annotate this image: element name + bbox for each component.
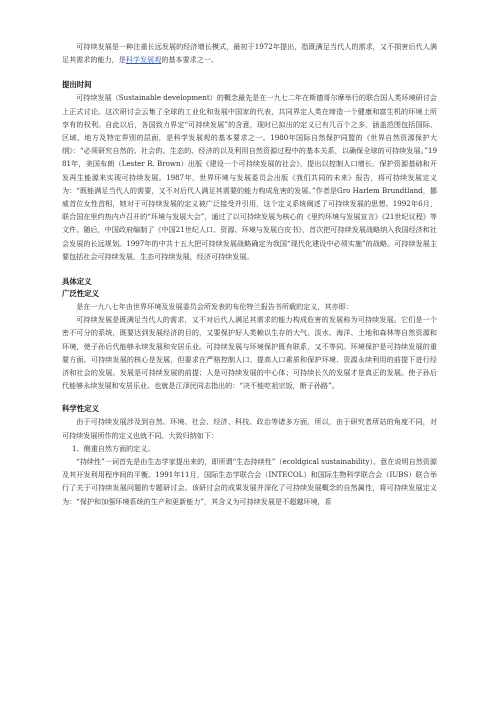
intro-text-after-link: 的基本要求之一。 (161, 55, 219, 65)
broad-definition-intro: 是在一九八七年由世界环境及发展委员会所发表的布伦特兰报告书所载的定义，其亦即： (76, 302, 353, 312)
scientific-outlook-link[interactable]: 科学发展观 (125, 55, 162, 65)
scientific-definition-intro: 由于可持续发展涉及到自然、环境、社会、经济、科技、政治等诸多方面，所以，由于研究者所站的角度不同，对可持续发展所作的定义也就不同。大致归纳如下： (62, 417, 437, 440)
scientific-definition-heading: 科学性定义 (62, 404, 99, 414)
intro-text-before-link: 可持续发展是一种注重长远发展的经济增长模式，最初于1972年提出，指既满足当代人的需求，又不损害后代人满足其需求的能力，是 (62, 42, 437, 65)
broad-definition-heading: 广泛性定义 (62, 289, 99, 299)
broad-definition-body: 可持续发展是既满足当代人的需求，又不对后代人满足其需求的能力构成危害的发展称为可持续发展。它们是一个密不可分的系统，既要达到发展经济的目的，又要保护好人类赖以生存的大气、淡水、海洋、土地和森林等自然资源和环境，使子孙后代能够永续发展和安居乐业。可持续发展与环境保护既有联系，又不等同。环境保护是可持续发展的重要方面。可持续发展的核心是发展，但要求在严格控制人口、提高人口素质和保护环境、资源永续利用的前提下进行经济和社会的发展。发展是可持续发展的前提；人是可持续发展的中心体；可持续长久的发展才是真正的发展。使子孙后代能够永续发展和安居乐业。也就是江泽民同志指出的：“决不能吃祖宗饭，断子孙路”。 (62, 315, 437, 391)
origin-body-paragraph: 可持续发展（Sustainable development）的概念最先是在一九七二年在斯德哥尔摩举行的联合国人类环境研讨会上正式讨论。这次研讨会云集了全球的工业化和发展中国家的代表，共同界定人类在缔造一个健康和富生机的环境上所享有的权利。自此以后，各国致力界定“可持续发展”的含意，现时已拟出的定义已有几百个之多，涵盖范围包括国际、区域、地方及特定界别的层面，是科学发展观的基本要求之一。1980年国际自然保护同盟的《世界自然资源保护大纲》：“必须研究自然的、社会的、生态的、经济的以及利用自然资源过程中的基本关系，以确保全球的可持续发展。”1981年，美国布朗（Lester R. Brown）出版《建设一个可持续发展的社会》，提出以控制人口增长、保护资源基础和开发再生能源来实现可持续发展。1987年，世界环境与发展委员会出版《我们共同的未来》报告，将可持续发展定义为：“既能满足当代人的需要，又不对后代人满足其需要的能力构成危害的发展。”作者是Gro Harlem Brundtland，挪威首位女性首相，她对于可持续发展的定义被广泛接受并引用，这个定义系统阐述了可持续发展的思想。1992年6月，联合国在里约热内卢召开的“环境与发展大会”，通过了以可持续发展为核心的《里约环境与发展宣言》《21世纪议程》等文件。随后，中国政府编制了《中国21世纪人口、资源、环境与发展白皮书》，首次把可持续发展战略纳入我国经济和社会发展的长远规划。1997年的中共十五大把可持续发展战略确定为我国“现代化建设中必须实施”的战略。可持续发展主要包括社会可持续发展，生态可持续发展，经济可持续发展。 (62, 93, 437, 261)
definition-heading: 具体定义 (62, 277, 92, 287)
document-page (62, 40, 437, 508)
list-item-natural-definition: 1、侧重自然方面的定义。 (72, 443, 155, 453)
intro-paragraph (62, 40, 437, 66)
ecological-sustainability-paragraph: “持续性”一词首先是由生态学家提出来的，即所谓“生态持续性”（ecoldgical sustainability）。意在说明自然资源及其开发利用程序间的平衡。1991年11月，国际生态学联合会（INTECOL）和国际生物科学联合会（IUBS）联合举行了关于可持续发展问题的专题研讨会。该研讨会的成果发展并深化了可持续发展概念的自然属性，将可持续发展定义为：“保护和加强环境系统的生产和更新能力”，其含义为可持续发展是不超越环境，系 (62, 457, 437, 506)
origin-heading: 提出时间 (62, 80, 92, 90)
